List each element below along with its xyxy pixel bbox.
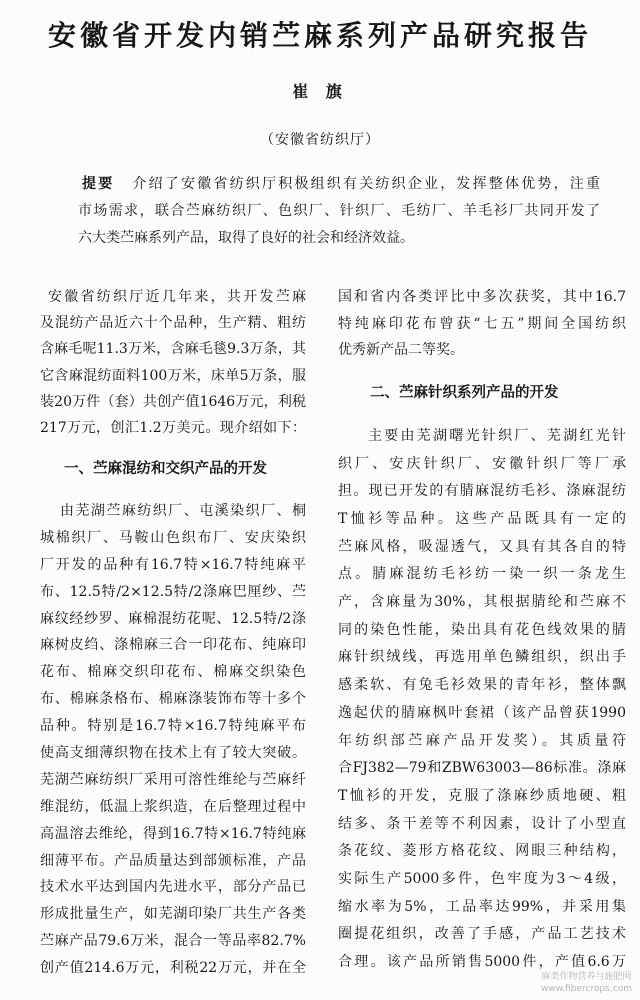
abstract-line: 市场需求，联合苎麻纺织厂、色织厂、针织厂、毛纺厂、羊毛衫厂共同开发了	[78, 203, 600, 219]
text-line: 国和省内各类评比中多次获奖，其中16.7	[338, 289, 626, 305]
abstract-line	[78, 171, 600, 198]
text-line: 感柔软、有兔毛衫效果的青年衫，整体飘	[338, 677, 626, 694]
text-line: 它含麻混纺面料100万米，床单5万条，服	[40, 367, 306, 384]
text-line: 布、棉麻条格布、棉麻涤装饰布等十多个	[40, 691, 306, 708]
text-line: 高温溶去维纶，得到16.7特×16.7特纯麻	[40, 825, 306, 842]
text-line: 及混纺产品近六十个品种，生产精、粗纺	[40, 315, 306, 332]
text-line: 麻树皮绉、涤棉麻三合一印花布、纯麻印	[40, 637, 306, 654]
section1-paragraph-1	[40, 498, 306, 767]
text-line: 优秀新产品二等奖。	[338, 342, 464, 358]
text-line: 麻纹经纱罗、麻棉混纺花呢、12.5特/2涤	[40, 610, 306, 627]
watermark-site-name: 麻类作物营养与施肥网	[541, 972, 632, 982]
text-line: 创产值214.6万元，利税22万元，并在全	[40, 960, 306, 977]
text-line: 实际生产5000多件，色牢度为3～4级，	[338, 870, 626, 887]
watermark-url: www.fibercrops.com	[541, 984, 632, 994]
right-column	[338, 284, 626, 977]
text-line: 形成批量生产，如芜湖印染厂共生产各类	[40, 906, 306, 923]
text-line: 缩水率为5%，工品率达99%，并采用集	[338, 898, 626, 915]
text-line: 产，含麻量为30%，其根据腈纶和苎麻不	[338, 594, 626, 611]
page-title: 安徽省开发内销苎麻系列产品研究报告	[47, 19, 592, 52]
text-line: 花布、棉麻交织印花布、棉麻交织染色	[40, 664, 306, 681]
text-line: 使高支细薄织物在技术上有了较大突破。	[40, 745, 306, 762]
text-line: 维混纺，低温上浆织造，在后整理过程中	[40, 798, 306, 815]
text-line: 逸起伏的腈麻枫叶套裙（该产品曾获1990	[338, 704, 626, 721]
intro-paragraph	[40, 284, 306, 441]
text-line: 厂开发的品种有16.7特×16.7特纯麻平	[40, 556, 306, 573]
text-line: 圈提花组织，改善了手感，产品工艺技术	[338, 926, 626, 943]
author-name: 崔 旗	[292, 82, 348, 101]
text-line: 合理。该产品所销售5000件，产值6.6万	[338, 954, 626, 971]
text-line: 细薄平布。产品质量达到部颁标准，产品	[40, 852, 306, 869]
text-line: 年纺织部苎麻产品开发奖）。其质量符	[338, 732, 626, 749]
text-line: 担。现已开发的有腈麻混纺毛衫、涤麻混纺	[338, 483, 626, 500]
text-line: 217万元，创汇1.2万美元。现介绍如下：	[40, 419, 306, 436]
text-line: 点。腈麻混纺毛衫纺一染一织一条龙生	[338, 566, 626, 583]
abstract-text: 介绍了安徽省纺织厅积极组织有关纺织企业，发挥整体优势，注重	[132, 176, 601, 192]
text-line: 织厂、安庆针织厂、安徽针织厂等厂承	[338, 455, 626, 472]
text-line: 同的染色性能，染出具有花色线效果的腈	[338, 621, 626, 638]
section2-paragraph-1	[338, 423, 626, 977]
text-line: 苎麻风格，吸湿透气，又具有其各自的特	[338, 538, 626, 555]
abstract-label: 提要	[82, 176, 115, 192]
text-line: 条花纹、菱形方格花纹、网眼三种结构，	[338, 843, 626, 860]
text-line: 城棉织厂、马鞍山色织布厂、安庆染织	[40, 529, 306, 546]
section2-heading: 二、苎麻针织系列产品的开发	[370, 383, 559, 401]
watermark	[541, 971, 632, 995]
author-affiliation: （安徽省纺织厅）	[260, 132, 380, 148]
text-line: 麻针织绒线，再选用单色鳞组织，织出手	[338, 649, 626, 666]
text-line: T恤衫等品种。这些产品既具有一定的	[338, 511, 626, 528]
section1-heading: 一、苎麻混纺和交织产品的开发	[64, 460, 267, 478]
text-line: 芜湖苎麻纺织厂采用可溶性维纶与苎麻纤	[40, 771, 306, 788]
left-column	[40, 284, 306, 982]
text-line: 主要由芜湖曙光针织厂、芜湖红光针	[368, 427, 626, 444]
text-line: 结多、条干差等不利因素，设计了小型直	[338, 815, 626, 832]
text-line: 由芜湖苎麻纺织厂、屯溪染织厂、桐	[60, 503, 306, 520]
text-line: 安徽省纺织厅近几年来，共开发苎麻	[48, 289, 306, 305]
text-line: 布、12.5特/2×12.5特/2涤麻巴厘纱、苎	[40, 583, 306, 600]
abstract	[78, 171, 600, 252]
section1-continued	[338, 284, 626, 364]
text-line: 苎麻产品79.6万米，混合一等品率82.7%	[40, 933, 306, 950]
text-line: 品种。特别是16.7特×16.7特纯麻平布	[40, 718, 306, 735]
text-line: 技术水平达到国内先进水平，部分产品已	[40, 879, 306, 896]
text-line: 装20万件（套）共创产值1646万元，利税	[40, 393, 306, 410]
text-line: 含麻毛呢11.3万米，含麻毛毯9.3万条，其	[40, 341, 306, 358]
abstract-line: 六大类苎麻系列产品，取得了良好的社会和经济效益。	[78, 230, 414, 246]
section1-paragraph-2	[40, 767, 306, 982]
text-line: 合FJ382—79和ZBW63003—86标准。涤麻	[338, 760, 626, 777]
text-line: 特纯麻印花布曾获“七五”期间全国纺织	[338, 315, 626, 332]
text-line: T恤衫的开发，克服了涤麻纱质地硬、粗	[338, 787, 626, 804]
